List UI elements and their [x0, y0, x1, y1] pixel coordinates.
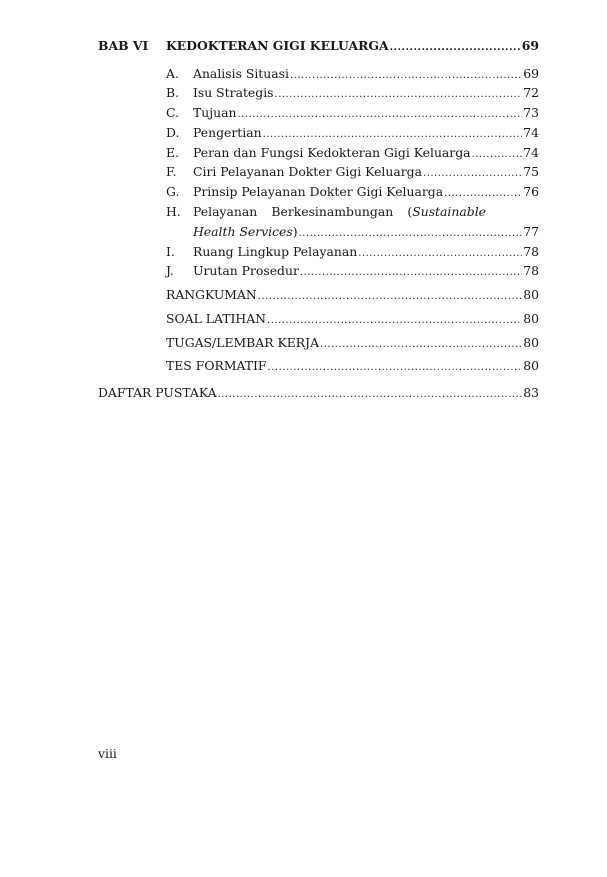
- toc-entry-bibliography[interactable]: [98, 385, 539, 403]
- toc-page-number: 72: [523, 85, 539, 100]
- paren-open: (: [407, 204, 413, 219]
- dot-leader: [299, 226, 523, 242]
- toc-entry-title: Analisis Situasi: [193, 66, 289, 81]
- toc-entry-title: Ruang Lingkup Pelayanan: [193, 244, 358, 259]
- dot-leader: [218, 387, 523, 403]
- toc-entry-title: RANGKUMAN: [166, 287, 257, 302]
- folio-page-number: viii: [98, 746, 117, 761]
- dot-leader: [390, 40, 521, 56]
- toc-page-number: 76: [523, 184, 539, 199]
- section-letter: I.: [166, 244, 175, 259]
- dot-leader: [300, 265, 522, 281]
- dot-leader: [423, 166, 522, 182]
- toc-entry-title: [193, 224, 298, 240]
- toc-entry[interactable]: [193, 145, 539, 163]
- toc-entry-summary[interactable]: [166, 287, 539, 305]
- toc-page-number: 69: [523, 66, 539, 81]
- toc-page-number: 78: [523, 244, 539, 259]
- toc-page-number: 74: [523, 145, 539, 160]
- toc-entry-formative-test[interactable]: [166, 358, 539, 376]
- toc-page-number: 83: [523, 385, 539, 400]
- toc-entry-exercises[interactable]: [166, 311, 539, 329]
- toc-entry-title: DAFTAR PUSTAKA: [98, 385, 217, 400]
- toc-page-number: 80: [523, 311, 539, 326]
- italic-term: Sustainable: [412, 204, 486, 219]
- dot-leader: [263, 127, 523, 143]
- section-letter: B.: [166, 85, 180, 100]
- section-letter: C.: [166, 105, 179, 120]
- toc-entry-title: Prinsip Pelayanan Dokter Gigi Keluarga: [193, 184, 444, 199]
- toc-entry[interactable]: [193, 105, 539, 123]
- chapter-label: BAB VI: [98, 38, 149, 53]
- toc-entry-title-part: Berkesinambungan: [271, 204, 394, 219]
- toc-page-number: 78: [523, 263, 539, 278]
- dot-leader: [472, 147, 523, 163]
- toc-entry-title-part: Pelayanan: [193, 204, 258, 219]
- dot-leader: [258, 289, 522, 305]
- toc-page-number: 80: [523, 335, 539, 350]
- toc-page-number: 74: [523, 125, 539, 140]
- section-letter: E.: [166, 145, 179, 160]
- toc-page-number: 69: [521, 38, 539, 53]
- toc-entry[interactable]: [193, 164, 539, 182]
- dot-leader: [267, 313, 522, 329]
- section-letter: D.: [166, 125, 180, 140]
- toc-page-number: 80: [523, 287, 539, 302]
- section-letter: A.: [166, 66, 179, 81]
- toc-entry-title: Urutan Prosedur: [193, 263, 299, 278]
- toc-entry-title: SOAL LATIHAN: [166, 311, 267, 326]
- toc-entry[interactable]: [193, 85, 539, 103]
- toc-entry-h-line1[interactable]: [193, 204, 486, 220]
- section-letter: J.: [166, 263, 174, 278]
- toc-entry-title: Ciri Pelayanan Dokter Gigi Keluarga: [193, 164, 423, 179]
- toc-entry-title: TUGAS/LEMBAR KERJA: [166, 335, 320, 350]
- toc-page-number: 75: [523, 164, 539, 179]
- dot-leader: [320, 337, 522, 353]
- dot-leader: [290, 68, 522, 84]
- toc-chapter-title: KEDOKTERAN GIGI KELUARGA: [166, 38, 389, 53]
- toc-entry[interactable]: [193, 263, 539, 281]
- toc-entry[interactable]: [193, 66, 539, 84]
- toc-entry-title: Isu Strategis: [193, 85, 274, 100]
- toc-page-number: 77: [523, 224, 539, 239]
- toc-entry-title: Tujuan: [193, 105, 237, 120]
- toc-entry[interactable]: [193, 125, 539, 143]
- toc-entry[interactable]: [193, 244, 539, 262]
- paren-close: ): [292, 224, 298, 239]
- dot-leader: [358, 246, 522, 262]
- dot-leader: [237, 107, 522, 123]
- toc-entry[interactable]: [193, 224, 539, 242]
- toc-entry-title: Pengertian: [193, 125, 262, 140]
- toc-chapter-entry[interactable]: [166, 38, 539, 56]
- section-letter: G.: [166, 184, 180, 199]
- italic-term: Health Services: [193, 224, 293, 239]
- dot-leader: [444, 186, 522, 202]
- toc-entry-title-part: [407, 204, 486, 220]
- dot-leader: [275, 87, 523, 103]
- toc-entry-title: TES FORMATIF: [166, 358, 267, 373]
- toc-entry-worksheet[interactable]: [166, 335, 539, 353]
- toc-entry[interactable]: [193, 184, 539, 202]
- dot-leader: [268, 360, 523, 376]
- section-letter: F.: [166, 164, 177, 179]
- section-letter: H.: [166, 204, 181, 219]
- toc-page-number: 73: [523, 105, 539, 120]
- toc-entry-title: Peran dan Fungsi Kedokteran Gigi Keluarga: [193, 145, 471, 160]
- toc-page-number: 80: [523, 358, 539, 373]
